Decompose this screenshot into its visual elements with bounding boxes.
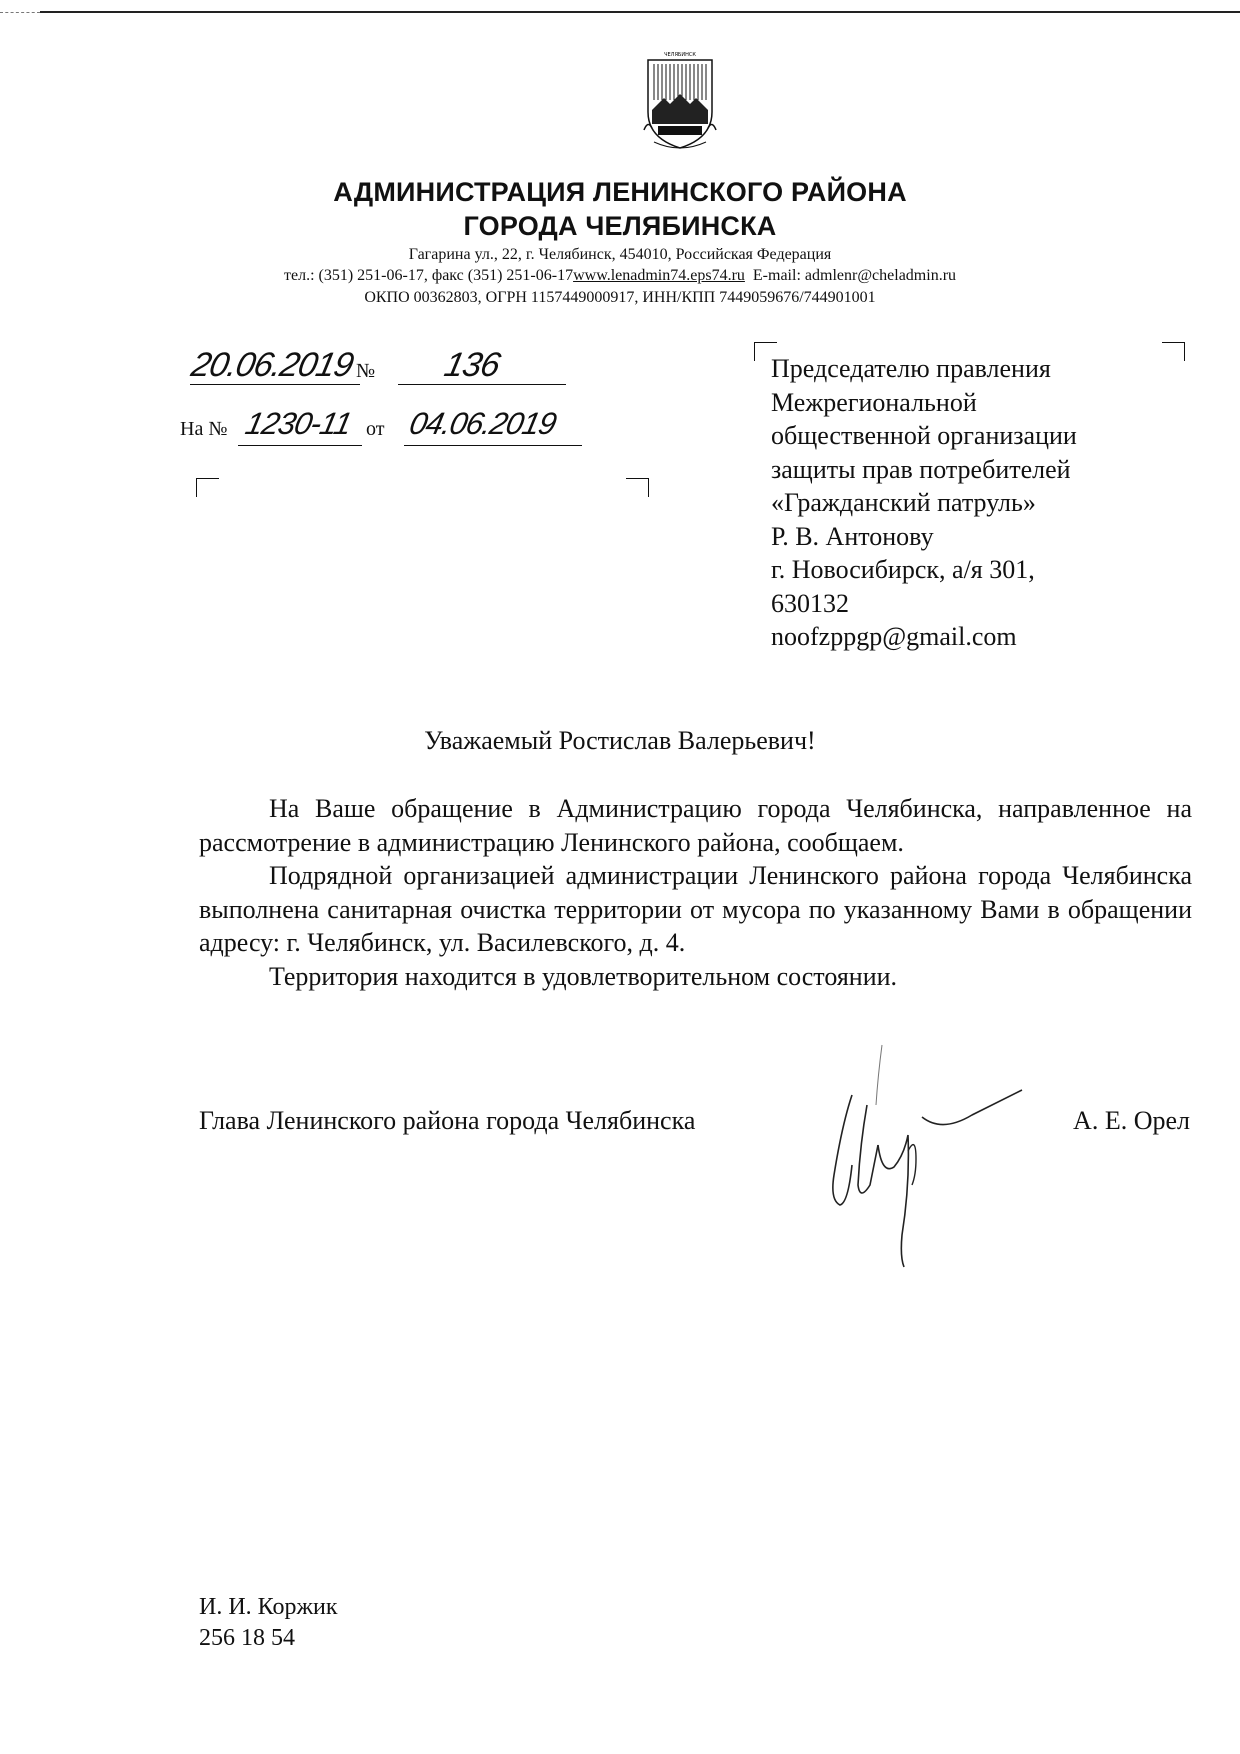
outgoing-number-line	[398, 384, 566, 385]
body-paragraph: На Ваше обращение в Администрацию города Челябинска, направленное на рассмотрение в администрацию Ленинского района, сообщаем.	[199, 794, 1192, 857]
org-website-link[interactable]: www.lenadmin74.eps74.ru	[573, 267, 745, 284]
recipient-address-block	[771, 352, 1077, 654]
letter-body	[199, 792, 1192, 993]
recipient-line: Председателю правления	[771, 354, 1051, 383]
reply-number-line	[238, 445, 362, 446]
org-registry-codes: ОКПО 00362803, ОГРН 1157449000917, ИНН/КПП 7449059676/744901001	[364, 289, 876, 306]
subject-field-corner-left	[196, 478, 219, 497]
salutation: Уважаемый Ростислав Валерьевич!	[424, 726, 816, 755]
reply-date: 04.06.2019	[406, 406, 559, 441]
reply-number: 1230-11	[242, 406, 355, 441]
reply-date-line	[404, 445, 582, 446]
reply-from-label: от	[366, 418, 385, 440]
org-phone-fax: тел.: (351) 251-06-17, факс (351) 251-06-17	[283, 267, 574, 284]
outgoing-date-line	[190, 384, 360, 385]
recipient-line: общественной организации	[771, 421, 1077, 450]
outgoing-number-label: №	[356, 360, 376, 382]
signatory-name: А. Е. Орел	[1073, 1106, 1190, 1135]
recipient-name: Р. В. Антонову	[771, 521, 934, 551]
recipient-email[interactable]: noofzppgp@gmail.com	[771, 622, 1017, 651]
org-email: E-mail: admlenr@cheladmin.ru	[752, 267, 957, 284]
recipient-line: защиты прав потребителей	[771, 454, 1071, 484]
recipient-line: г. Новосибирск, а/я 301,	[771, 555, 1035, 584]
executor-name: И. И. Коржик	[199, 1594, 338, 1620]
chelyabinsk-coat-of-arms-icon	[640, 50, 720, 156]
recipient-postcode: 630132	[771, 588, 849, 618]
executor-block	[199, 1592, 338, 1654]
scan-top-border	[40, 11, 1240, 13]
org-title-line1: АДМИНИСТРАЦИЯ ЛЕНИНСКОГО РАЙОНА	[333, 177, 907, 207]
recipient-corner-right	[1162, 342, 1185, 361]
org-contacts-line	[0, 267, 1240, 285]
body-paragraph: Подрядной организацией администрации Ленинского района города Челябинска выполнена санитарная очистка территории от мусора по указанному Вами в обращении адресу: г. Челябинск, ул. Василевского, д. 4.	[199, 861, 1192, 957]
reply-number-label: На №	[180, 418, 228, 440]
executor-phone: 256 18 54	[199, 1625, 295, 1651]
org-address: Гагарина ул., 22, г. Челябинск, 454010, Российская Федерация	[408, 246, 832, 263]
outgoing-number: 136	[441, 346, 503, 384]
outgoing-date: 20.06.2019	[188, 346, 357, 384]
body-paragraph: Территория находится в удовлетворительном состоянии.	[269, 961, 898, 991]
signatory-position: Глава Ленинского района города Челябинска	[199, 1106, 696, 1135]
recipient-line: Межрегиональной	[771, 387, 977, 417]
handwritten-signature-icon	[812, 1035, 1047, 1270]
emblem-caption: ЧЕЛЯБИНСК	[664, 52, 696, 58]
scan-edge-mark	[0, 12, 40, 13]
subject-field-corner-right	[626, 478, 649, 497]
org-title-line2: ГОРОДА ЧЕЛЯБИНСКА	[463, 211, 777, 241]
recipient-line: «Гражданский патруль»	[771, 488, 1036, 517]
